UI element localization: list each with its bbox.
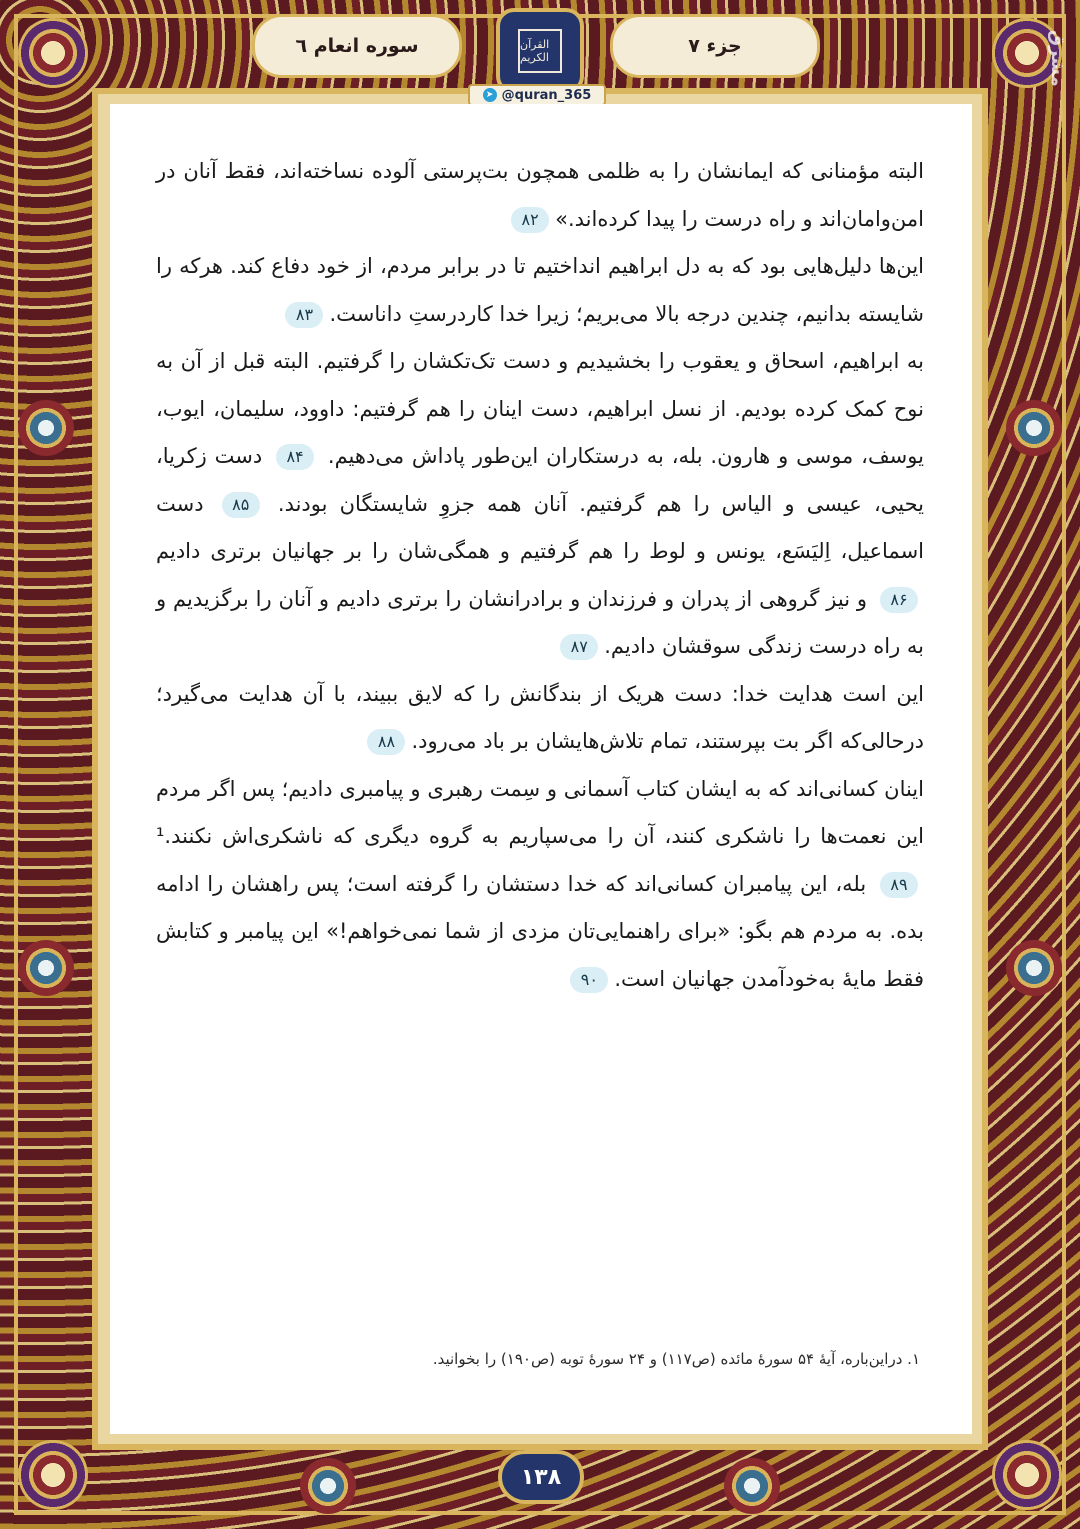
verse-89: اینان کسانی‌اند که به ایشان کتاب آسمانی و سِمت رهبری و پیامبری دادیم؛ پس اگر مردم این نعمت‌ها را ناشکری کنند، آن را می‌سپاریم به گروه دیگری که ناشکری‌اش نکنند.¹ ۸۹ bbox=[156, 777, 924, 896]
quran-emblem bbox=[496, 8, 584, 94]
ayah-number-badge: ۸۵ bbox=[222, 492, 260, 518]
side-medallion-right-1 bbox=[1006, 400, 1062, 456]
handle-text: @quran_365 bbox=[501, 87, 592, 103]
ayah-number-badge: ۸۴ bbox=[276, 444, 314, 470]
verse-90: بله، این پیامبران کسانی‌اند که خدا دستشان را گرفته است؛ پس راهشان را ادامه بده. به مردم هم بگو: «برای راهنمایی‌تان مزدی از شما نمی‌خواهم!» این پیامبر و کتابش فقط مایهٔ به‌خودآمدن جهانیان است.۹۰ bbox=[156, 871, 924, 991]
side-medallion-bottom-1 bbox=[300, 1458, 356, 1514]
telegram-icon: ➤ bbox=[483, 88, 497, 102]
watermark-logo: مشرق bbox=[1047, 30, 1068, 87]
side-medallion-bottom-2 bbox=[724, 1458, 780, 1514]
side-medallion-right-2 bbox=[1006, 940, 1062, 996]
ayah-number-badge: ۸۷ bbox=[560, 634, 598, 660]
verse-86: دست اسماعیل، اِلیَسَع، یونس و لوط را هم گرفتیم و همگی‌شان را بر جهانیان برتری دادیم ۸۶ bbox=[156, 492, 924, 611]
corner-medallion-bottom-right bbox=[992, 1440, 1062, 1510]
page-number: ۱۳۸ bbox=[498, 1450, 584, 1504]
verses-body bbox=[156, 148, 924, 1003]
ayah-number-badge: ۸۹ bbox=[880, 872, 918, 898]
text-page bbox=[110, 104, 972, 1434]
channel-handle[interactable] bbox=[468, 84, 606, 106]
ayah-number-badge: ۸۳ bbox=[285, 302, 323, 328]
corner-medallion-top-left bbox=[18, 18, 88, 88]
ayah-number-badge: ۸۸ bbox=[367, 729, 405, 755]
juz-label: جزء ۷ bbox=[610, 14, 820, 78]
ayah-number-badge: ۸۶ bbox=[880, 587, 918, 613]
verse-85: دست زکریا، یحیی، عیسی و الیاس را هم گرفتیم. آنان همه جزوِ شایستگان بودند. ۸۵ bbox=[156, 444, 924, 516]
verse-83: این‌ها دلیل‌هایی بود که به دل ابراهیم انداختیم تا در برابر مردم، از خود دفاع کند. هرکه را شایسته بدانیم، چندین درجه بالا می‌بریم؛ زیرا خدا کاردرستِ داناست.۸۳ bbox=[156, 254, 924, 326]
side-medallion-left-1 bbox=[18, 400, 74, 456]
footnote: ۱. دراین‌باره، آیهٔ ۵۴ سورهٔ مائده (ص۱۱۷) و ۲۴ سورهٔ توبه (ص۱۹۰) را بخوانید. bbox=[432, 1350, 920, 1368]
emblem-calligraphy: القرآن الكريم bbox=[518, 29, 562, 73]
corner-medallion-bottom-left bbox=[18, 1440, 88, 1510]
verse-88: این است هدایت خدا: دست هریک از بندگانش را که لایق ببیند، با آن هدایت می‌گیرد؛ درحالی‌که اگر بت بپرستند، تمام تلاش‌هایشان بر باد می‌رود.۸۸ bbox=[156, 681, 924, 753]
ayah-number-badge: ۹۰ bbox=[570, 967, 608, 993]
surah-label: سوره انعام ٦ bbox=[252, 14, 462, 78]
ayah-number-badge: ۸۲ bbox=[511, 207, 549, 233]
side-medallion-left-2 bbox=[18, 940, 74, 996]
verse-84: به ابراهیم، اسحاق و یعقوب را بخشیدیم و دست تک‌تکشان را گرفتیم. البته قبل از آن به نوح کمک کرده بودیم. از نسل ابراهیم، دست اینان را هم گرفتیم: داوود، سلیمان، ایوب، یوسف، موسی و هارون. بله، به درستکاران این‌طور پاداش می‌دهیم. ۸۴ bbox=[156, 349, 924, 468]
verse-82: البته مؤمنانی که ایمانشان را به ظلمی همچون بت‌پرستی آلوده نساخته‌اند، فقط آنان در امن‌وامان‌اند و راه درست را پیدا کرده‌اند.»۸۲ bbox=[156, 159, 924, 231]
verse-87: و نیز گروهی از پدران و فرزندان و برادرانشان را برتری دادیم و آنان را برگزیدیم و به راه درست زندگی سوقشان دادیم.۸۷ bbox=[156, 586, 924, 658]
